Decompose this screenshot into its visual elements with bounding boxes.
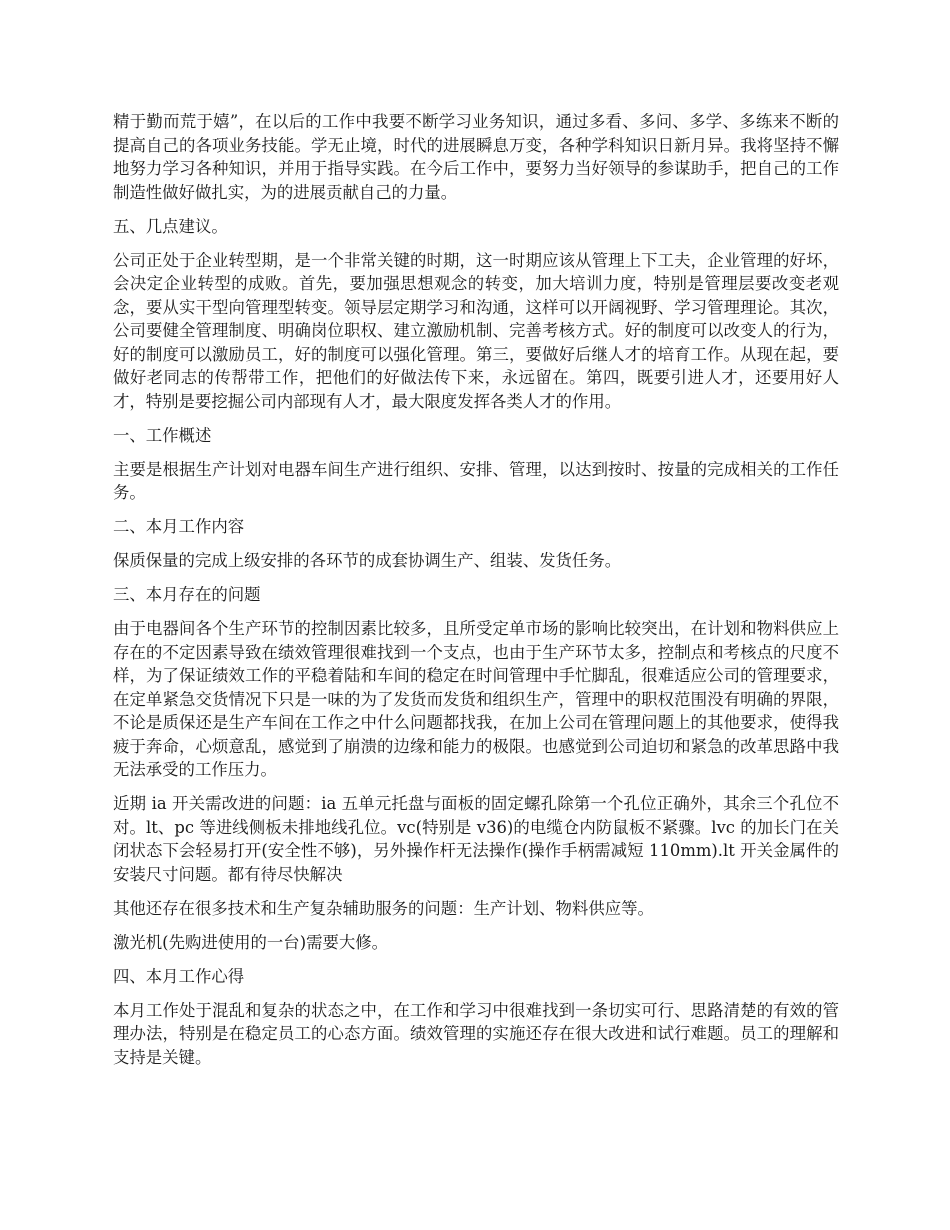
heading-suggestions: 五、几点建议。 <box>113 216 228 236</box>
paragraph-monthly-work: 保质保量的完成上级安排的各环节的成套协调生产、组装、发货任务。 <box>113 551 622 570</box>
heading-monthly-insights: 四、本月工作心得 <box>113 966 245 986</box>
paragraph-problems-main: 由于电器间各个生产环节的控制因素比较多，且所受定单市场的影响比较突出，在计划和物料供应上存在的不定因素导致在绩效管理很难找到一个支点，也由于生产环节太多，控制点和考核点的尺度不样，为了保证绩效工作的平稳着陆和车间的稳定在时间管理中手忙脚乱，很难适应公司的管理要求，在定单紧急交货情况下只是一味的为了发货而发货和组织生产，管理中的职权范围没有明确的界限，不论是质保还是生产车间在工作之中什么问题都找我，在加上公司在管理问题上的其他要求，使得我疲于奔命，心烦意乱，感觉到了崩溃的边缘和能力的极限。也感觉到公司迫切和紧急的改革思路中我无法承受的工作压力。 <box>113 619 839 779</box>
heading-work-overview: 一、工作概述 <box>113 425 212 445</box>
paragraph-work-overview: 主要是根据生产计划对电器车间生产进行组织、安排、管理，以达到按时、按量的完成相关的工作任务。 <box>113 459 839 502</box>
heading-monthly-problems: 三、本月存在的问题 <box>113 585 261 604</box>
paragraph-problems-switches: 近期 ia 开关需改进的问题：ia 五单元托盘与面板的固定螺孔除第一个孔位正确外，其余三个孔位不对。lt、pc 等进线侧板未排地线孔位。vc(特别是 v36)的电缆仓内防鼠板不紧骤。lvc 的加长门在关闭状态下会轻易打开(安全性不够)，另外操作杆无法操作(操作手柄需减短 110mm).lt 开关金属件的安装尺寸问题。都有待尽快解决 <box>113 794 839 884</box>
paragraph-problems-other: 其他还存在很多技术和生产复杂辅助服务的问题：生产计划、物料供应等。 <box>113 898 654 918</box>
paragraph-intro-study: 精于勤而荒于嬉”，在以后的工作中我要不断学习业务知识，通过多看、多问、多学、多练来不断的提高自己的各项业务技能。学无止境，时代的进展瞬息万变，各种学科知识日新月异。我将坚持不懈地努力学习各种知识，并用于指导实践。在今后工作中，要努力当好领导的参谋助手，把自己的工作制造性做好做扎实，为的进展贡献自己的力量。 <box>113 112 839 202</box>
paragraph-problems-laser: 激光机(先购进使用的一台)需要大修。 <box>113 932 389 952</box>
paragraph-monthly-insights: 本月工作处于混乱和复杂的状态之中，在工作和学习中很难找到一条切实可行、思路清楚的有效的管理办法，特别是在稳定员工的心态方面。绩效管理的实施还存在很大改进和试行难题。员工的理解和支持是关键。 <box>113 1000 839 1067</box>
heading-monthly-work: 二、本月工作内容 <box>113 517 245 536</box>
paragraph-suggestions: 公司正处于企业转型期，是一个非常关键的时期，这一时期应该从管理上下工夫，企业管理的好坏，会决定企业转型的成败。首先，要加强思想观念的转变，加大培训力度，特别是管理层要改变老观念，要从实干型向管理型转变。领导层定期学习和沟通，这样可以开阔视野、学习管理理论。其次，公司要健全管理制度、明确岗位职权、建立激励机制、完善考核方式。好的制度可以改变人的行为，好的制度可以激励员工，好的制度可以强化管理。第三，要做好后继人才的培育工作。从现在起，要做好老同志的传帮带工作，把他们的好做法传下来，永远留在。第四，既要引进人才，还要用好人才，特别是要挖掘公司内部现有人才，最大限度发挥各类人才的作用。 <box>113 250 839 411</box>
document-body <box>113 110 839 1080</box>
